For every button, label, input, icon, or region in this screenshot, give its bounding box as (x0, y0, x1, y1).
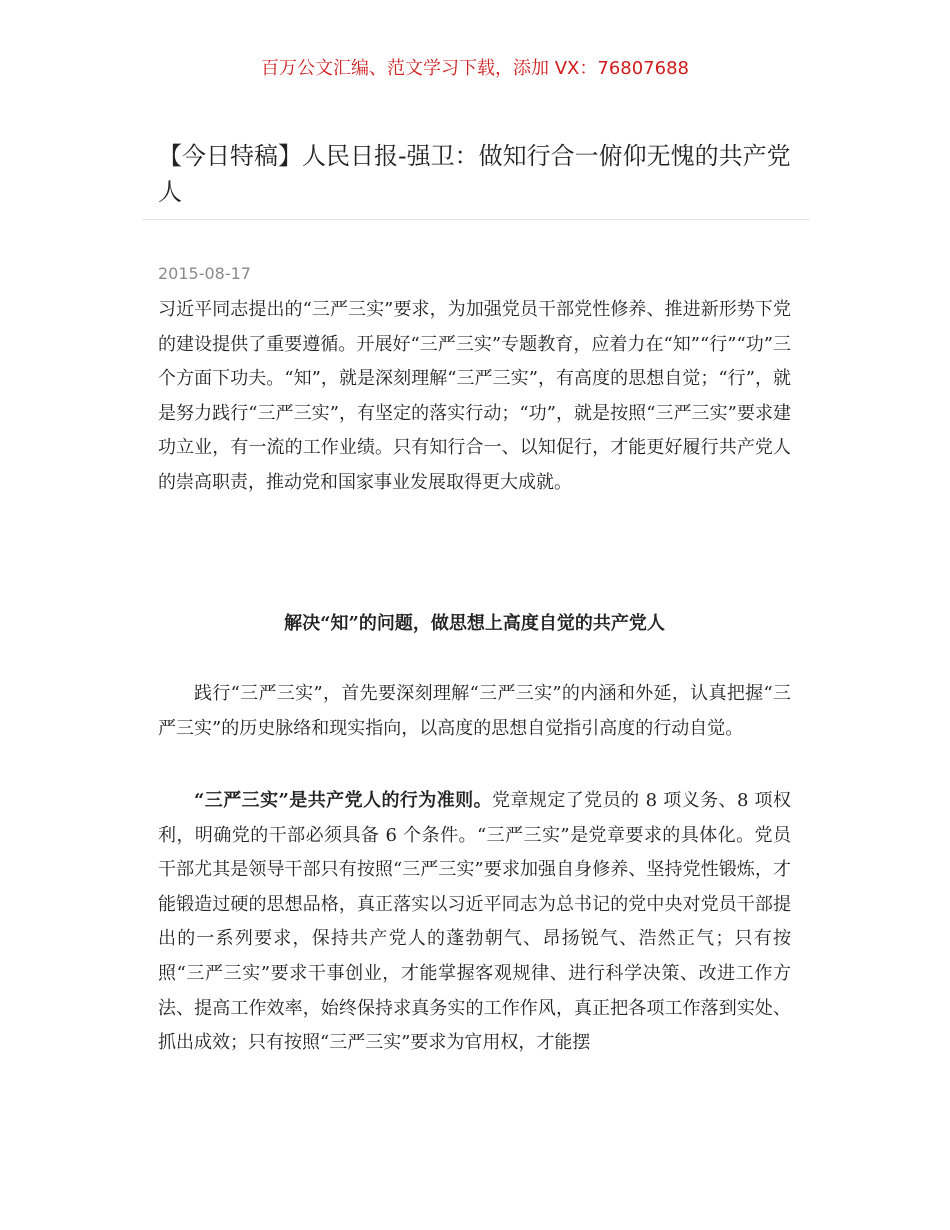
practice-paragraph: 践行“三严三实”，首先要深刻理解“三严三实”的内涵和外延，认真把握“三严三实”的历史脉络和现实指向，以高度的思想自觉指引高度的行动自觉。 (158, 683, 791, 739)
article-title: 【今日特稿】人民日报-强卫：做知行合一俯仰无愧的共产党人 (158, 142, 791, 206)
title-divider (142, 219, 810, 220)
publish-date: 2015-08-17 (158, 264, 251, 283)
intro-paragraph: 习近平同志提出的“三严三实”要求，为加强党员干部党性修养、推进新形势下党的建设提供了重要遵循。开展好“三严三实”专题教育，应着力在“知”“行”“功”三个方面下功夫。“知”，就是深刻理解“三严三实”，有高度的思想自觉；“行”，就是努力践行“三严三实”，有坚定的落实行动；“功”，就是按照“三严三实”要求建功立业，有一流的工作业绩。只有知行合一、以知促行，才能更好履行共产党人的崇高职责，推动党和国家事业发展取得更大成就。 (158, 299, 791, 493)
norm-paragraph-text: 党章规定了党员的 8 项义务、8 项权利，明确党的干部必须具备 6 个条件。“三严三实”是党章要求的具体化。党员干部尤其是领导干部只有按照“三严三实”要求加强自身修养、坚持党性锻炼，才能锻造过硬的思想品格，真正落实以习近平同志为总书记的党中央对党员干部提出的一系列要求，保持共产党人的蓬勃朝气、昂扬锐气、浩然正气；只有按照“三严三实”要求干事创业，才能掌握客观规律、进行科学决策、改进工作方法、提高工作效率，始终保持求真务实的工作作风，真正把各项工作落到实处、抓出成效；只有按照“三严三实”要求为官用权，才能摆 (158, 790, 791, 1054)
norm-paragraph-lead: “三严三实”是共产党人的行为准则。 (194, 790, 493, 811)
watermark-banner: 百万公文汇编、范文学习下载，添加 VX：76807688 (261, 58, 689, 79)
norm-paragraph (158, 784, 791, 1061)
section-heading: 解决“知”的问题，做思想上高度自觉的共产党人 (284, 613, 665, 634)
